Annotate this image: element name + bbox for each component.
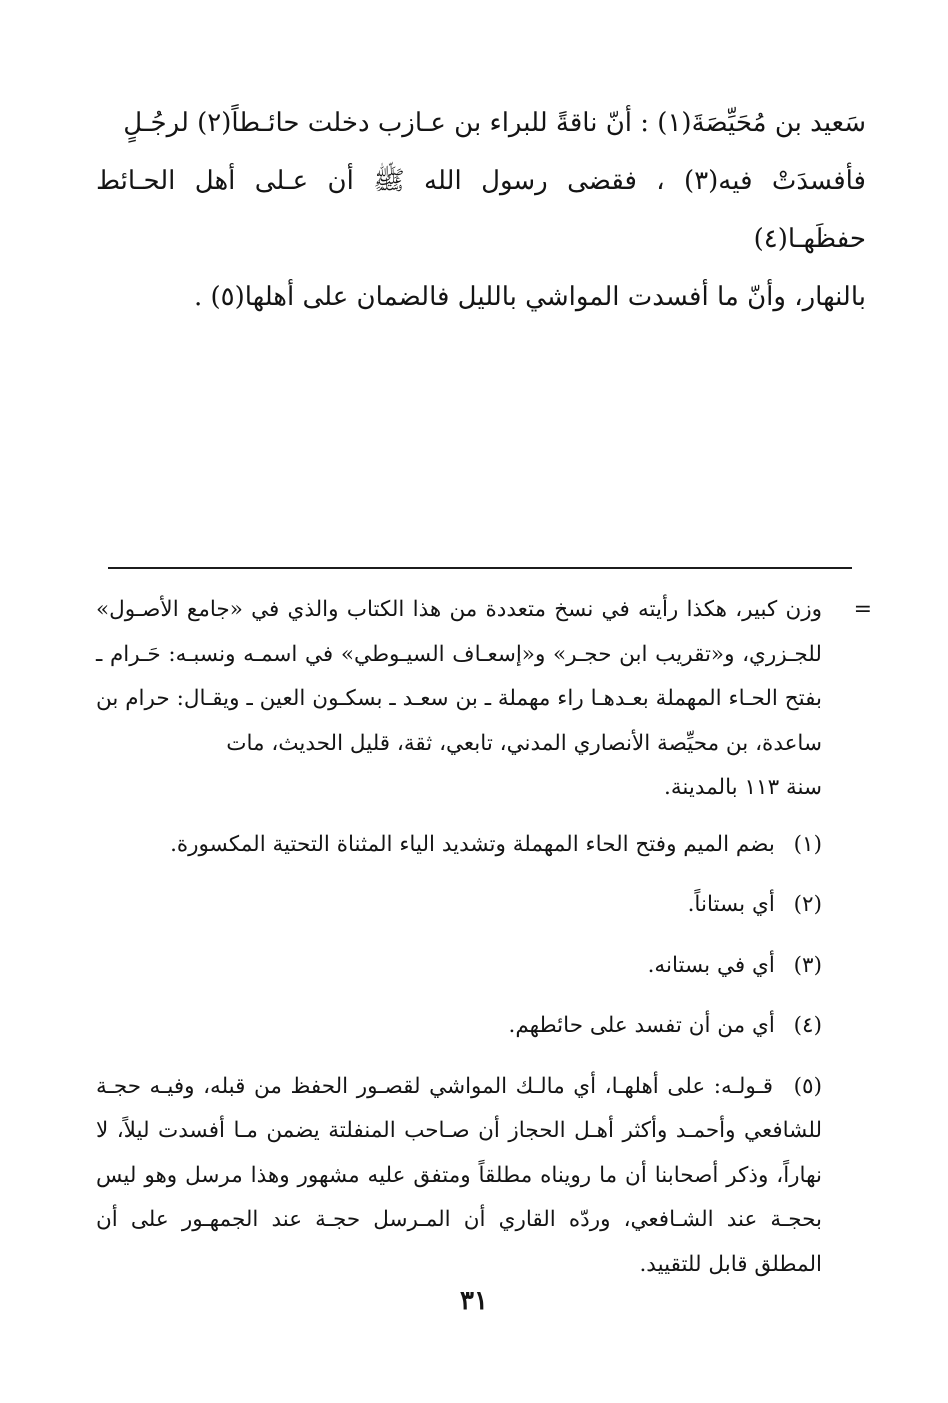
page-number: ٣١	[460, 1286, 488, 1316]
main-text-line: سَعيد بن مُحَيِّصَةَ(١) : أنّ ناقةً للبراء بن عـازب دخلت حائـطاً(٢) لرجُـلٍ	[123, 108, 866, 138]
footnote-text: أي في بستانه.	[647, 952, 775, 978]
continuation-marker: =	[853, 597, 872, 622]
footnote-number: (٢)	[793, 892, 822, 917]
footnotes	[96, 588, 872, 1303]
footnote-number: (١)	[793, 831, 822, 857]
footnote-number: (٣)	[793, 952, 822, 978]
footnote-5	[96, 1065, 848, 1288]
main-text	[96, 94, 866, 326]
continuation-line: سنة ١١٣ بالمدينة.	[664, 775, 822, 800]
continuation-line: وزن كبير، هكذا رأيته في نسخ متعددة من هذا الكتاب والذي في «جامع الأصـول»	[96, 597, 822, 622]
footnote-separator	[108, 567, 852, 569]
footnote-1	[96, 823, 848, 868]
footnote-3	[96, 944, 848, 989]
footnote-text: بضم الميم وفتح الحاء المهملة وتشديد الياء المثناة التحتية المكسورة.	[170, 831, 775, 857]
continuation-line: ـ بفتح الحـاء المهملة بعـدهـا راء مهملة ـ بن سعـد ـ بسكـون العين ـ ويقـال:	[96, 641, 823, 711]
footnote-2	[96, 883, 848, 928]
continuation-line: حرام بن ساعدة، بن محيِّصة الأنصاري المدني، تابعي، ثقة، قليل الحديث، مات	[96, 686, 822, 756]
footnote-text: أي بستاناً.	[687, 892, 775, 917]
footnote-text: أي من أن تفسد على حائطهم.	[508, 1013, 775, 1038]
continuation-line: للجـزري، و«تقريب ابن حجـر» و«إسعـاف السيـوطي» في اسمـه ونسبـه: حَـرام	[109, 641, 822, 667]
footnote-text: قـولـه: على أهلهـا، أي مالـك المواشي لقصـور الحفظ من قبله، وفيـه حجـة للشافعي وأحمـد وأكثر أهـل الحجاز أن صـاحب المنفلتة يضمن مـا أفسدت ليلاً، لا نهاراً، وذكر أصحابنا أن ما رويناه مطلقاً ومتفق عليه مشهور وهذا مرسل وهو ليس بحجـة عند الشـافعي، وردّه القاري أن المـرسل حجـة عند الجمهـور على أن المطلق قابل للتقييد.	[96, 1073, 822, 1277]
footnote-number: (٥)	[793, 1073, 822, 1099]
main-text-line: فأفسدَتْ فيه(٣) ، فقضى رسول الله ﷺ أن عـلى أهل الحـائط حفظَهـا(٤)	[96, 166, 866, 254]
footnote-continuation	[96, 588, 872, 811]
footnote-4	[96, 1004, 848, 1049]
footnote-number: (٤)	[793, 1013, 822, 1038]
main-text-line: بالنهار، وأنّ ما أفسدت المواشي بالليل فالضمان على أهلها(٥) .	[193, 282, 866, 312]
